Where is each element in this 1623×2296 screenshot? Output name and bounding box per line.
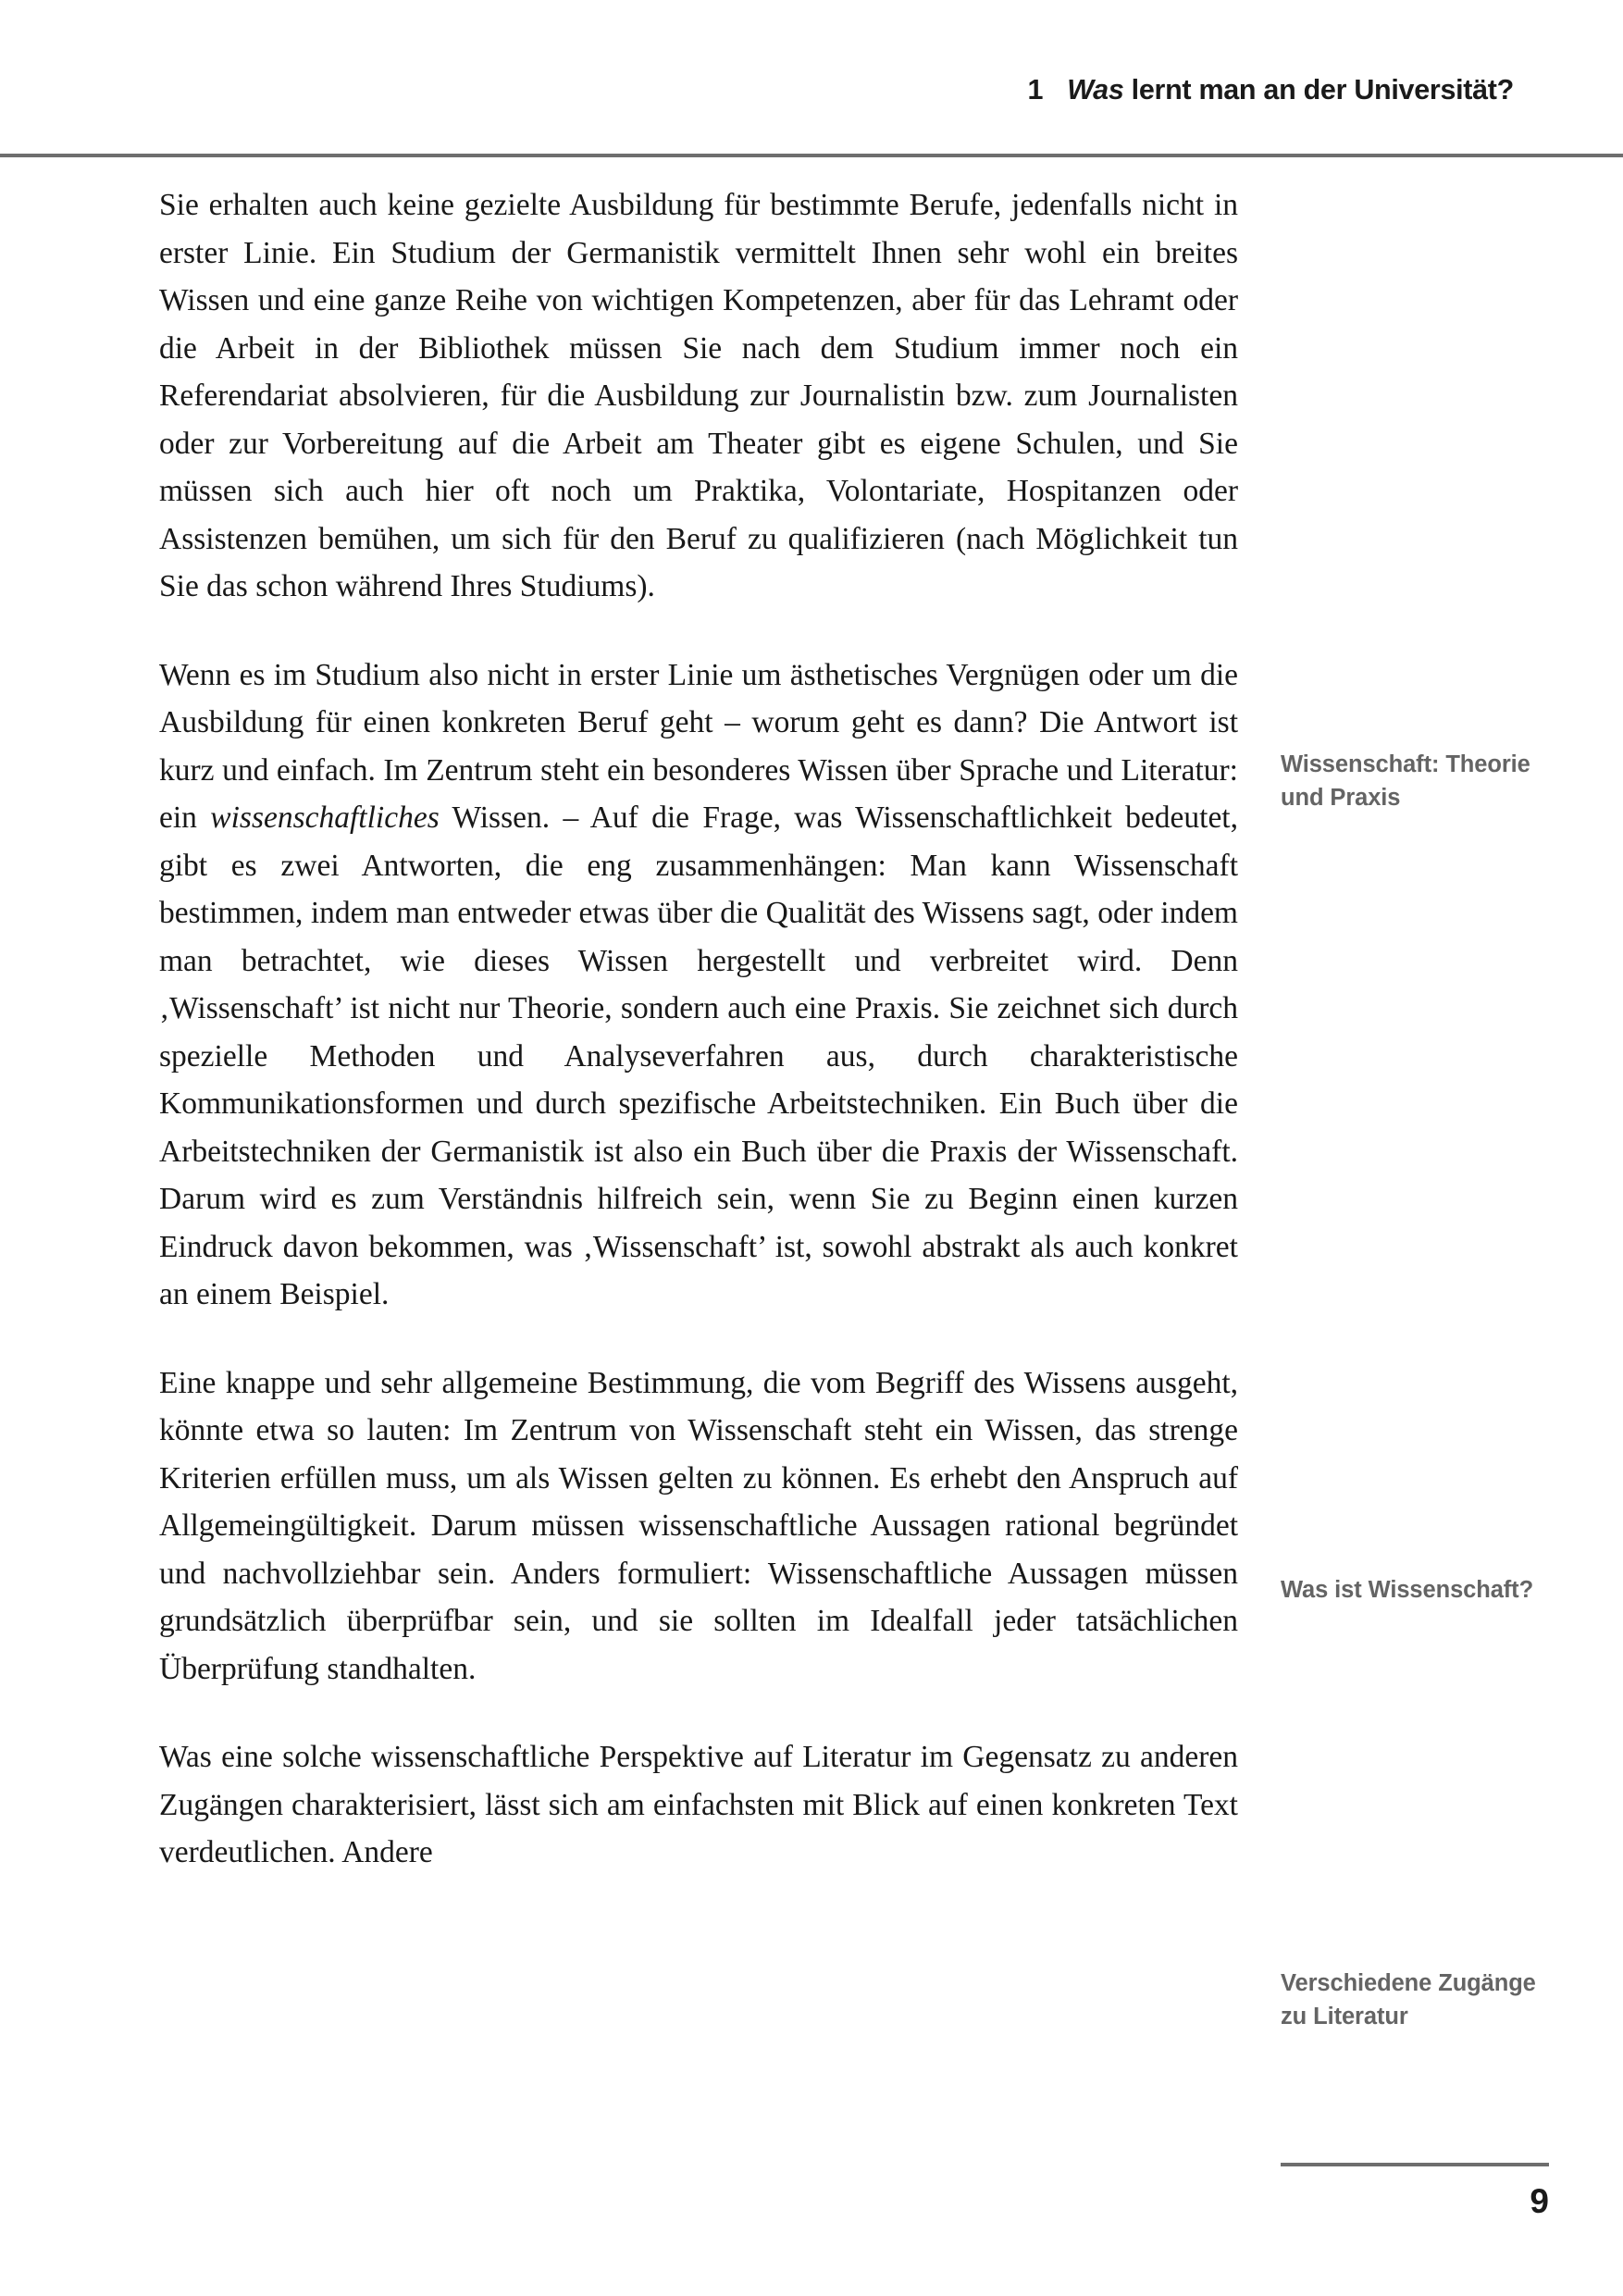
paragraph-1: Sie erhalten auch keine gezielte Ausbildung für bestimmte Berufe, jedenfalls nicht in erster Linie. Ein Studium der Germanistik vermittelt Ihnen sehr wohl ein breites Wissen und eine ganze Reihe von wichtigen Kompetenzen, aber für das Lehramt oder die Arbeit in der Bibliothek müssen Sie nach dem Studium immer noch ein Referendariat absolvieren, für die Ausbildung zur Journalistin bzw. zum Journalisten oder zur Vorbereitung auf die Arbeit am Theater gibt es eigene Schulen, und Sie müssen sich auch hier oft noch um Praktika, Volontariate, Hospitanzen oder Assistenzen bemühen, um sich für den Beruf zu qualifizieren (nach Möglichkeit tun Sie das schon während Ihres Studiums). xyxy=(159,188,1238,603)
paragraph-4: Was eine solche wissenschaftliche Perspektive auf Literatur im Gegensatz zu anderen Zugängen charakterisiert, lässt sich am einfachsten mit Blick auf einen konkreten Text verdeutlichen. Andere xyxy=(159,1740,1238,1869)
paragraph-2-part-a: Wenn es im Studium also nicht in erster Linie um ästhetisches Vergnügen oder um die Ausbildung für einen konkreten Beruf geht – worum geht es dann? Die Antwort ist kurz und einfach. Im Zentrum steht ein besonderes Wissen über Sprache und Literatur: ein xyxy=(159,657,1238,835)
paragraph-3: Eine knappe und sehr allgemeine Bestimmung, die vom Begriff des Wissens ausgeht, könnte etwa so lauten: Im Zentrum von Wissenschaft steht ein Wissen, das strenge Kriterien erfüllen muss, um als Wissen gelten zu können. Es erhebt den Anspruch auf Allgemeingültigkeit. Darum müssen wissenschaftliche Aussagen rational begründet und nachvollziehbar sein. Anders formuliert: Wissenschaftliche Aussagen müssen grundsätzlich überprüfbar sein, und sie sollten im Idealfall jeder tatsächlichen Überprüfung standhalten. xyxy=(159,1365,1238,1686)
margin-note-wissenschaft-theorie-praxis: Wissenschaft: Theorie und Praxis xyxy=(1281,751,1530,811)
page-number: 9 xyxy=(1530,2182,1549,2220)
running-head-keyword: Was xyxy=(1067,74,1124,105)
footer-rule xyxy=(1281,2163,1549,2166)
running-head xyxy=(0,74,1623,117)
paragraph-2 xyxy=(159,652,1238,1319)
margin-note-was-ist-wissenschaft: Was ist Wissenschaft? xyxy=(1281,1577,1534,1603)
header-rule xyxy=(0,154,1623,157)
paragraph-2-part-b: Wissen. – Auf die Frage, was Wissenschaftlichkeit bedeutet, gibt es zwei Antworten, die eng zusammenhängen: Man kann Wissenschaft bestimmen, indem man entweder etwas über die Qualität des Wissens sagt, oder indem man betrachtet, wie dieses Wissen hergestellt und verbreitet wird. Denn ‚Wissenschaft’ ist nicht nur Theorie, sondern auch eine Praxis. Sie zeichnet sich durch spezielle Methoden und Analyseverfahren aus, durch charakteristische Kommunikationsformen und durch spezifische Arbeitstechniken. Ein Buch über die Arbeitstechniken der Germanistik ist also ein Buch über die Praxis der Wissenschaft. Darum wird es zum Verständnis hilfreich sein, wenn Sie zu Beginn einen kurzen Eindruck davon bekommen, was ‚Wissenschaft’ ist, sowohl abstrakt als auch konkret an einem Beispiel. xyxy=(159,800,1238,1311)
main-text-column xyxy=(159,181,1238,1877)
chapter-number: 1 xyxy=(1027,74,1044,105)
running-head-title: lernt man an der Universität? xyxy=(1131,74,1514,105)
paragraph-2-emphasis: wissenschaftliches xyxy=(210,800,440,835)
margin-note-verschiedene-zugaenge: Verschiedene Zugänge zu Literatur xyxy=(1281,1970,1536,2029)
